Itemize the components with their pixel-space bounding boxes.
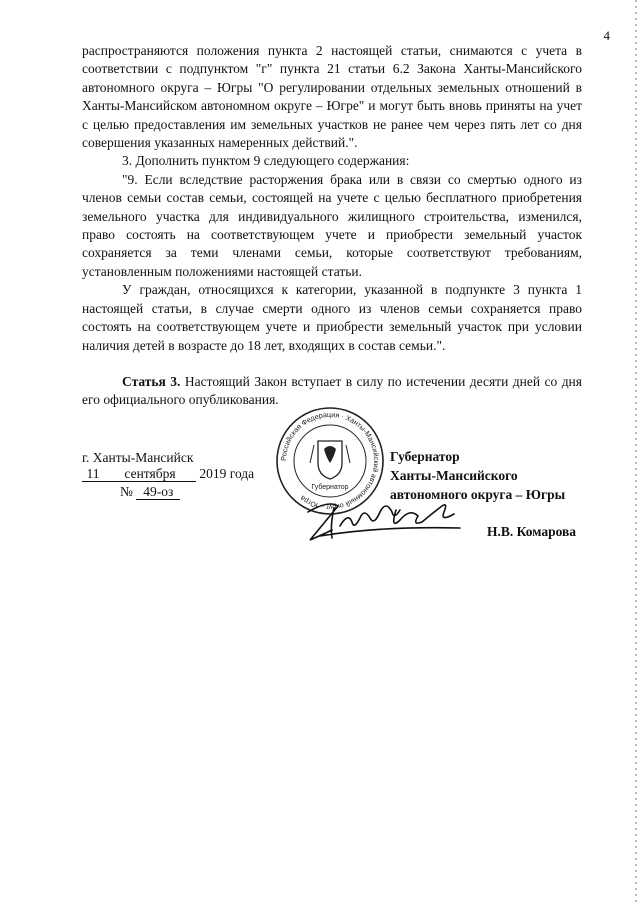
paragraph: распространяются положения пункта 2 настоящей статьи, снимаются с учета в соответствии с подпунктом "г" пункта 21 статьи 6.2 Закона Ханты-Мансийского автономного округа – Югры "О регулировании отдельных земельных отношений в Ханты-Мансийском автономном округе – Югре" и могут быть вновь приняты на учет с целью предоставления им земельных участков не ранее чем через пять лет со дня совершения указанных намеренных действий.". (82, 43, 582, 151)
governor-title-line: Ханты-Мансийского (390, 468, 518, 483)
signing-place: г. Ханты-Мансийск (82, 450, 194, 465)
article-3-text: Настоящий Закон вступает в силу по истечении десяти дней со дня его официального опубликования. (82, 373, 582, 408)
signing-month: сентября (104, 466, 196, 482)
governor-title-line: Губернатор (390, 449, 460, 464)
governor-title (390, 447, 565, 504)
governor-title-line: автономного округа – Югры (390, 487, 566, 502)
signing-year: 2019 года (199, 466, 255, 481)
signing-date (82, 466, 254, 482)
number-sign: № (120, 484, 133, 499)
law-number-value: 49-оз (136, 484, 180, 500)
paragraph: "9. Если вследствие расторжения брака или в связи со смертью одного из членов семьи состав семьи, состоящей на учете с целью бесплатного приобретения земельного участка для индивидуального жилищного строительства, изменился, право состоять на соответствующем учете и приобрести земельный участок сохраняется за теми членами семьи, которые соответствуют требованиям, установленным положениями настоящей статьи. (82, 171, 582, 279)
law-number (120, 484, 180, 500)
seal-ring-text: Российская Федерация · Ханты-Мансийский автономный округ – Югра (278, 409, 382, 513)
paragraph: У граждан, относящихся к категории, указанной в подпункте 3 пункта 1 настоящей статьи, в случае смерти одного из членов семьи сохраняется право состоять на соответствующем учете и приобрести земельный участок при условии наличия детей в возрасте до 18 лет, входящих в состав семьи.". (82, 282, 582, 353)
signing-day: 11 (82, 466, 104, 482)
seal-inner-text: Губернатор (311, 484, 349, 491)
page-number: 4 (603, 28, 610, 43)
document-body (82, 42, 582, 410)
scan-edge (635, 0, 637, 905)
article-3-label: Статья 3. (122, 373, 181, 389)
governor-name: Н.В. Комарова (487, 524, 577, 539)
coat-of-arms-icon (310, 441, 350, 479)
paragraph: 3. Дополнить пунктом 9 следующего содержания: (122, 153, 410, 169)
